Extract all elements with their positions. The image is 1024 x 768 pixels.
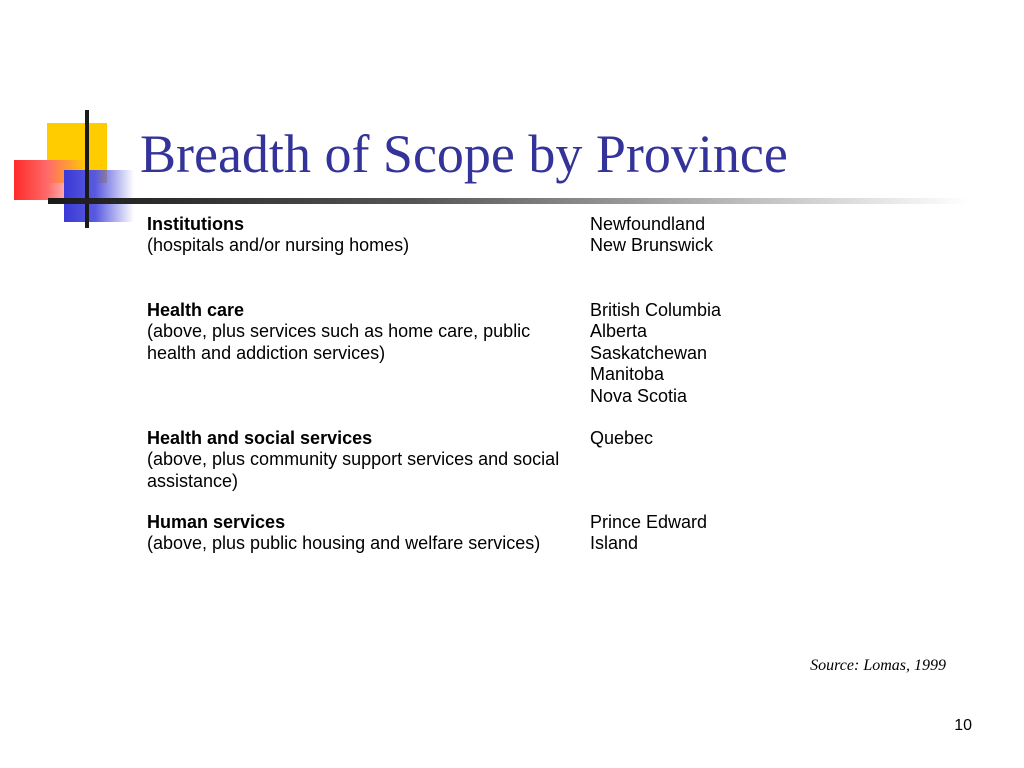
province-list (590, 512, 750, 555)
scope-category-cell (147, 214, 577, 257)
scope-category-cell (147, 428, 577, 492)
province-name: New Brunswick (590, 235, 714, 256)
province-name: Newfoundland (590, 214, 706, 234)
title-underline (48, 198, 968, 204)
province-name: Manitoba (590, 364, 665, 385)
province-list (590, 300, 810, 407)
province-name: Quebec (590, 428, 654, 448)
province-name: Alberta (590, 321, 648, 342)
category-description: (above, plus public housing and welfare services) (147, 533, 541, 554)
category-description: (hospitals and/or nursing homes) (147, 235, 410, 256)
slide-title: Breadth of Scope by Province (140, 124, 788, 184)
category-label: Human services (147, 512, 286, 532)
scope-category-cell (147, 512, 577, 555)
province-name: Nova Scotia (590, 385, 688, 406)
scope-row-health-care (147, 300, 847, 428)
category-label: Health and social services (147, 428, 373, 448)
province-name: British Columbia (590, 300, 722, 320)
province-name: Saskatchewan (590, 342, 708, 363)
source-citation: Source: Lomas, 1999 (810, 657, 946, 674)
scope-row-human-services (147, 512, 847, 582)
category-description: (above, plus services such as home care, public health and addiction services) (147, 321, 531, 363)
scope-row-institutions (147, 214, 847, 300)
scope-table (147, 214, 847, 582)
scope-row-health-and-social-services (147, 428, 847, 512)
category-label: Institutions (147, 214, 244, 234)
category-label: Health care (147, 300, 245, 320)
slide-logo-decoration (0, 0, 140, 240)
province-name: Prince Edward Island (590, 512, 708, 554)
scope-category-cell (147, 300, 577, 364)
logo-vertical-line (85, 110, 89, 228)
logo-blue-square (64, 170, 134, 222)
province-list (590, 428, 810, 449)
page-number: 10 (954, 717, 972, 734)
category-description: (above, plus community support services and social assistance) (147, 449, 560, 491)
province-list (590, 214, 810, 257)
